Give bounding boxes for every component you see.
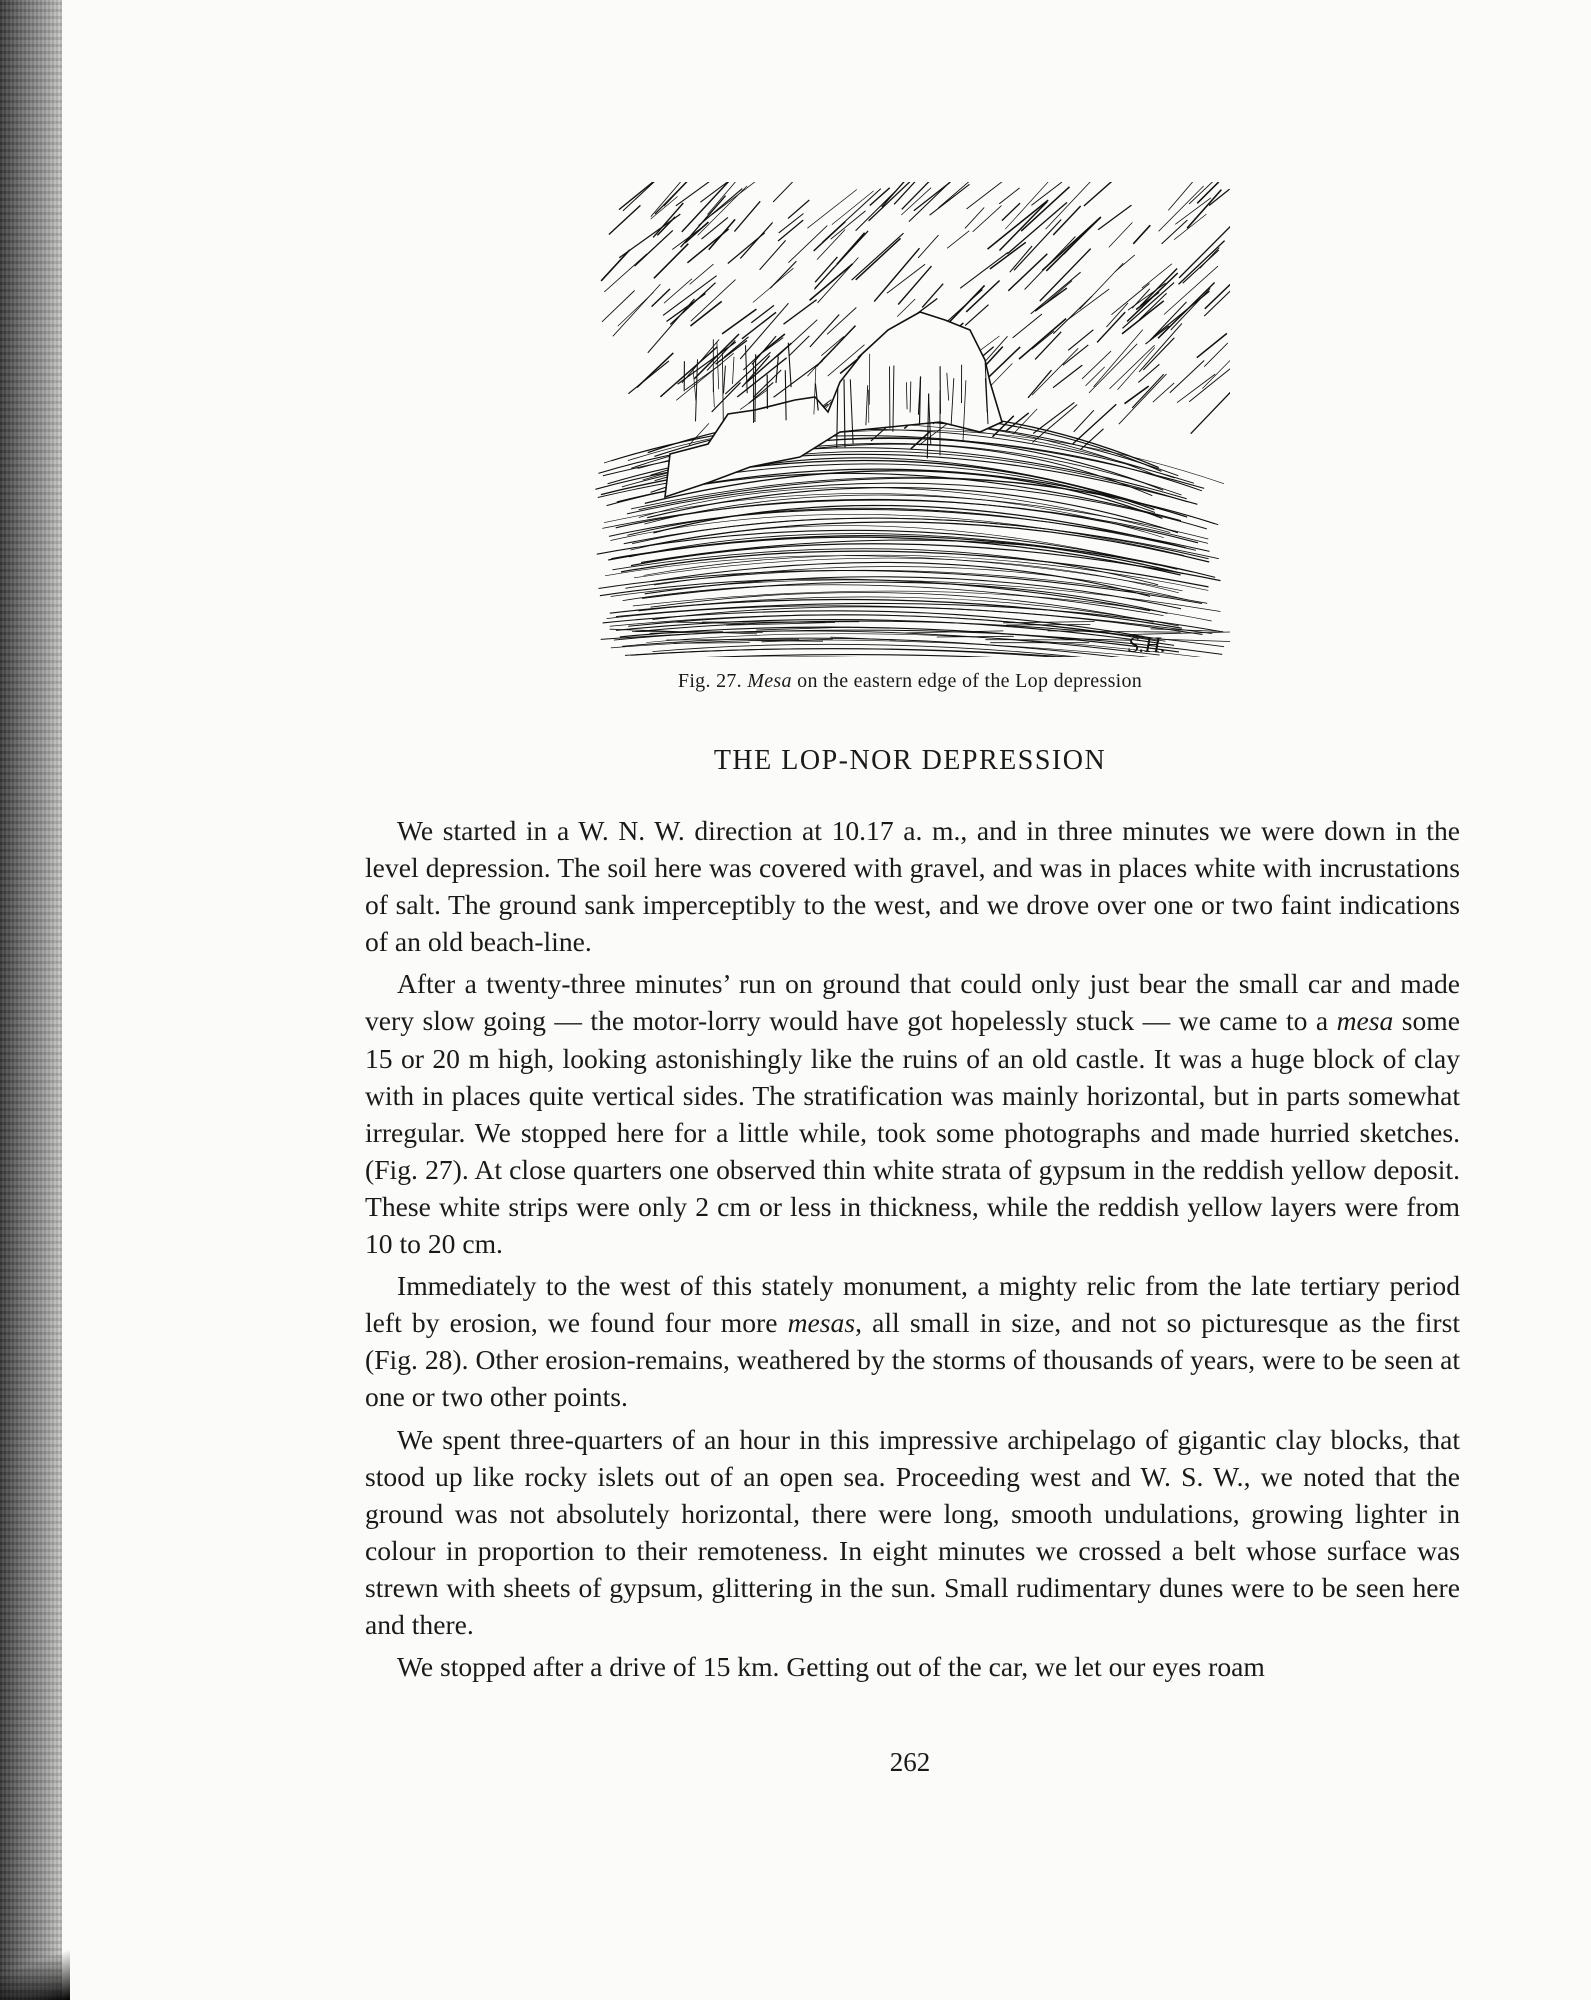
corner-shadow: [0, 1940, 70, 2000]
paragraph: [365, 965, 1460, 1262]
text-run: some 15 or 20 m high, looking astonishingly like the ruins of an old castle. It was a huge block of clay with in places quite vertical sides. The stratification was mainly horizontal, but in parts somewhat irregular. We stopped here for a little while, took some photographs and made hurried sketches. (Fig. 27). At close quarters one observed thin white strata of gypsum in the reddish yellow deposit. These white strips were only 2 cm or less in thickness, while the reddish yellow layers were from 10 to 20 cm.: [365, 1005, 1460, 1260]
text-run: We spent three-quarters of an hour in this impressive archipelago of gigantic clay blocks, that stood up like rocky islets out of an open sea. Proceeding west and W. S. W., we noted that the ground was not absolutely horizontal, there were long, smooth undulations, growing lighter in colour in proportion to their remoteness. In eight minutes we crossed a belt whose surface was strewn with sheets of gypsum, glittering in the sun. Small rudimentary dunes were to be seen here and there.: [365, 1423, 1460, 1640]
paragraph: [365, 1267, 1460, 1415]
italic-term: mesas: [787, 1307, 856, 1339]
paragraph: [365, 1648, 1460, 1685]
text-run: After a twenty-three minutes’ run on ground that could only just bear the small car and made very slow going — the motor-lorry would have got hopelessly stuck — we came to a: [365, 968, 1460, 1037]
italic-term: mesa: [1336, 1005, 1394, 1037]
text-run: Immediately to the west of this stately monument, a mighty relic from the late tertiary period left by erosion, we found four more: [365, 1270, 1460, 1339]
figure-caption: [590, 670, 1230, 693]
book-page-edge: [0, 0, 62, 2000]
page-number: 262: [889, 1747, 931, 1777]
artist-signature: S.H.: [1128, 632, 1166, 657]
caption-text: on the eastern edge of the Lop depression: [797, 670, 1143, 692]
text-run: , all small in size, and not so picturesque as the first (Fig. 28). Other erosion-remains, weathered by the storms of thousands of years, were to be seen at one or two other points.: [365, 1307, 1460, 1413]
text-run: We stopped after a drive of 15 km. Getting out of the car, we let our eyes roam: [397, 1651, 1265, 1683]
section-heading: THE LOP-NOR DEPRESSION: [713, 745, 1107, 776]
paragraph: [365, 812, 1460, 960]
figure-mesa-sketch: [590, 182, 1230, 657]
caption-subject: Mesa: [747, 670, 792, 692]
caption-label: Fig. 27.: [677, 670, 742, 692]
paragraph: [365, 1421, 1460, 1644]
text-run: We started in a W. N. W. direction at 10.17 a. m., and in three minutes we were down in the level depression. The soil here was covered with gravel, and was in places white with incrustations of salt. The ground sank imperceptibly to the west, and we drove over one or two faint indications of an old beach-line.: [365, 815, 1460, 958]
mesa-cliff-face: [665, 312, 1002, 497]
mesa-illustration: [590, 182, 1230, 657]
body-text: [365, 812, 1460, 1690]
